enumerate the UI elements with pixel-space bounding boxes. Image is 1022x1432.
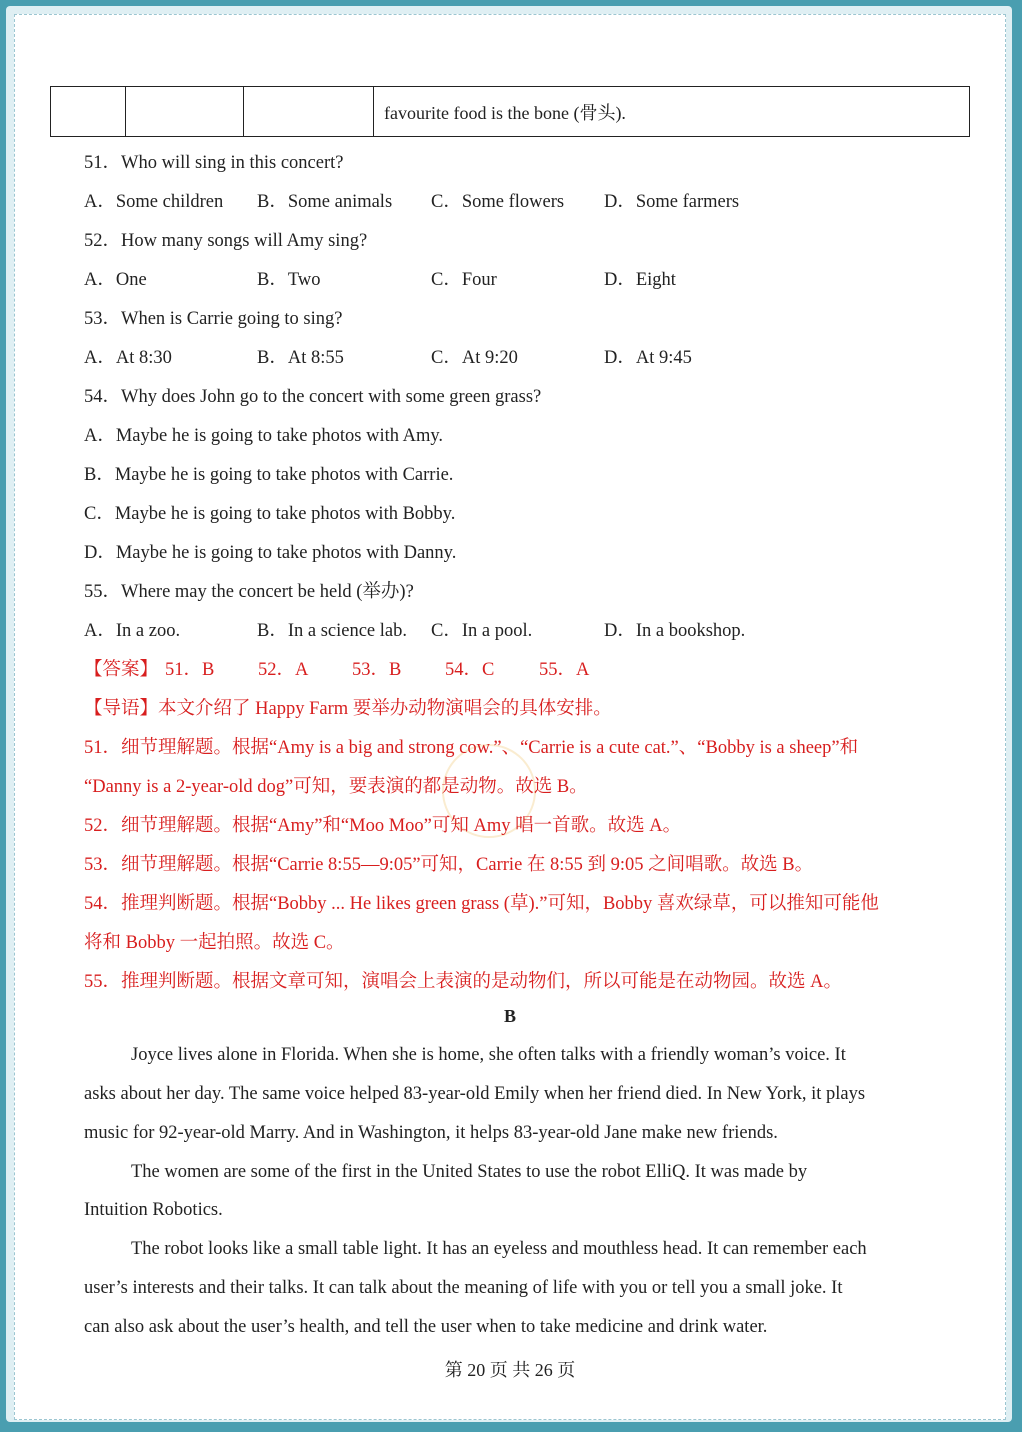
question-stem: 52．How many songs will Amy sing? — [84, 231, 368, 251]
option: B．At 8:55 — [257, 348, 344, 368]
option: D．Maybe he is going to take photos with Danny. — [84, 543, 457, 563]
explanation-line: 51．细节理解题。根据“Amy is a big and strong cow.”、“Carrie is a cute cat.”、“Bobby is a sheep”和 — [84, 738, 859, 758]
question-stem: 53．When is Carrie going to sing? — [84, 309, 343, 329]
option: B．Some animals — [257, 192, 393, 212]
explanation-line: 将和 Bobby 一起拍照。故选 C。 — [84, 933, 345, 953]
explanation-line: 55．推理判断题。根据文章可知，演唱会上表演的是动物们，所以可能是在动物园。故选 A。 — [84, 972, 842, 992]
option: C．Maybe he is going to take photos with Bobby. — [84, 504, 456, 524]
option: C．At 9:20 — [431, 348, 518, 368]
paragraph-line: The women are some of the first in the United States to use the robot ElliQ. It was made by — [131, 1162, 808, 1182]
table-cell — [244, 87, 374, 136]
answer-item: 52．A — [258, 660, 309, 680]
table-cell — [126, 87, 244, 136]
answer-item: 55．A — [539, 660, 590, 680]
paragraph-line: Intuition Robotics. — [84, 1200, 223, 1220]
paragraph-line: Joyce lives alone in Florida. When she is home, she often talks with a friendly woman’s voice. It — [131, 1045, 846, 1065]
paragraph-line: asks about her day. The same voice helped 83-year-old Emily when her friend died. In New York, it plays — [84, 1084, 866, 1104]
option: B．In a science lab. — [257, 621, 407, 641]
question-stem: 54．Why does John go to the concert with some green grass? — [84, 387, 542, 407]
table-cell-text: favourite food is the bone (骨头). — [384, 102, 626, 123]
question-stem: 55．Where may the concert be held (举办)? — [84, 582, 414, 602]
option: D．At 9:45 — [604, 348, 692, 368]
answer-label: 【答案】 — [84, 660, 159, 680]
paragraph-line: can also ask about the user’s health, and tell the user when to take medicine and drink water. — [84, 1317, 768, 1337]
question-stem: 51．Who will sing in this concert? — [84, 153, 344, 173]
explanation-line: “Danny is a 2-year-old dog”可知，要表演的都是动物。故选 B。 — [84, 777, 588, 797]
option: D．In a bookshop. — [604, 621, 746, 641]
answer-item: 53．B — [352, 660, 402, 680]
section-heading: B — [503, 1006, 516, 1026]
option: A．One — [84, 270, 147, 290]
option: C．In a pool. — [431, 621, 533, 641]
intro-text: 【导语】本文介绍了 Happy Farm 要举办动物演唱会的具体安排。 — [84, 699, 612, 719]
option: D．Eight — [604, 270, 676, 290]
paragraph-line: user’s interests and their talks. It can talk about the meaning of life with you or tell you a small joke. It — [84, 1278, 843, 1298]
option: C．Some flowers — [431, 192, 565, 212]
option: A．At 8:30 — [84, 348, 172, 368]
explanation-line: 53．细节理解题。根据“Carrie 8:55—9:05”可知，Carrie 在 8:55 到 9:05 之间唱歌。故选 B。 — [84, 855, 814, 875]
option: D．Some farmers — [604, 192, 740, 212]
option: B．Two — [257, 270, 321, 290]
option: C．Four — [431, 270, 497, 290]
document-page — [22, 24, 998, 1408]
paragraph-line: The robot looks like a small table light. It has an eyeless and mouthless head. It can remember each — [131, 1239, 867, 1259]
option: B．Maybe he is going to take photos with Carrie. — [84, 465, 454, 485]
answer-item: 51．B — [165, 660, 215, 680]
answer-item: 54．C — [445, 660, 495, 680]
option: A．Some children — [84, 192, 224, 212]
table-row — [50, 86, 970, 137]
page-number: 第 20 页 共 26 页 — [444, 1360, 576, 1380]
table-cell — [51, 87, 126, 136]
explanation-line: 54．推理判断题。根据“Bobby ... He likes green grass (草).”可知，Bobby 喜欢绿草，可以推知可能他 — [84, 894, 879, 914]
option: A．In a zoo. — [84, 621, 181, 641]
explanation-line: 52．细节理解题。根据“Amy”和“Moo Moo”可知 Amy 唱一首歌。故选 A。 — [84, 816, 682, 836]
option: A．Maybe he is going to take photos with Amy. — [84, 426, 444, 446]
paragraph-line: music for 92-year-old Marry. And in Washington, it helps 83-year-old Jane make new friends. — [84, 1123, 778, 1143]
